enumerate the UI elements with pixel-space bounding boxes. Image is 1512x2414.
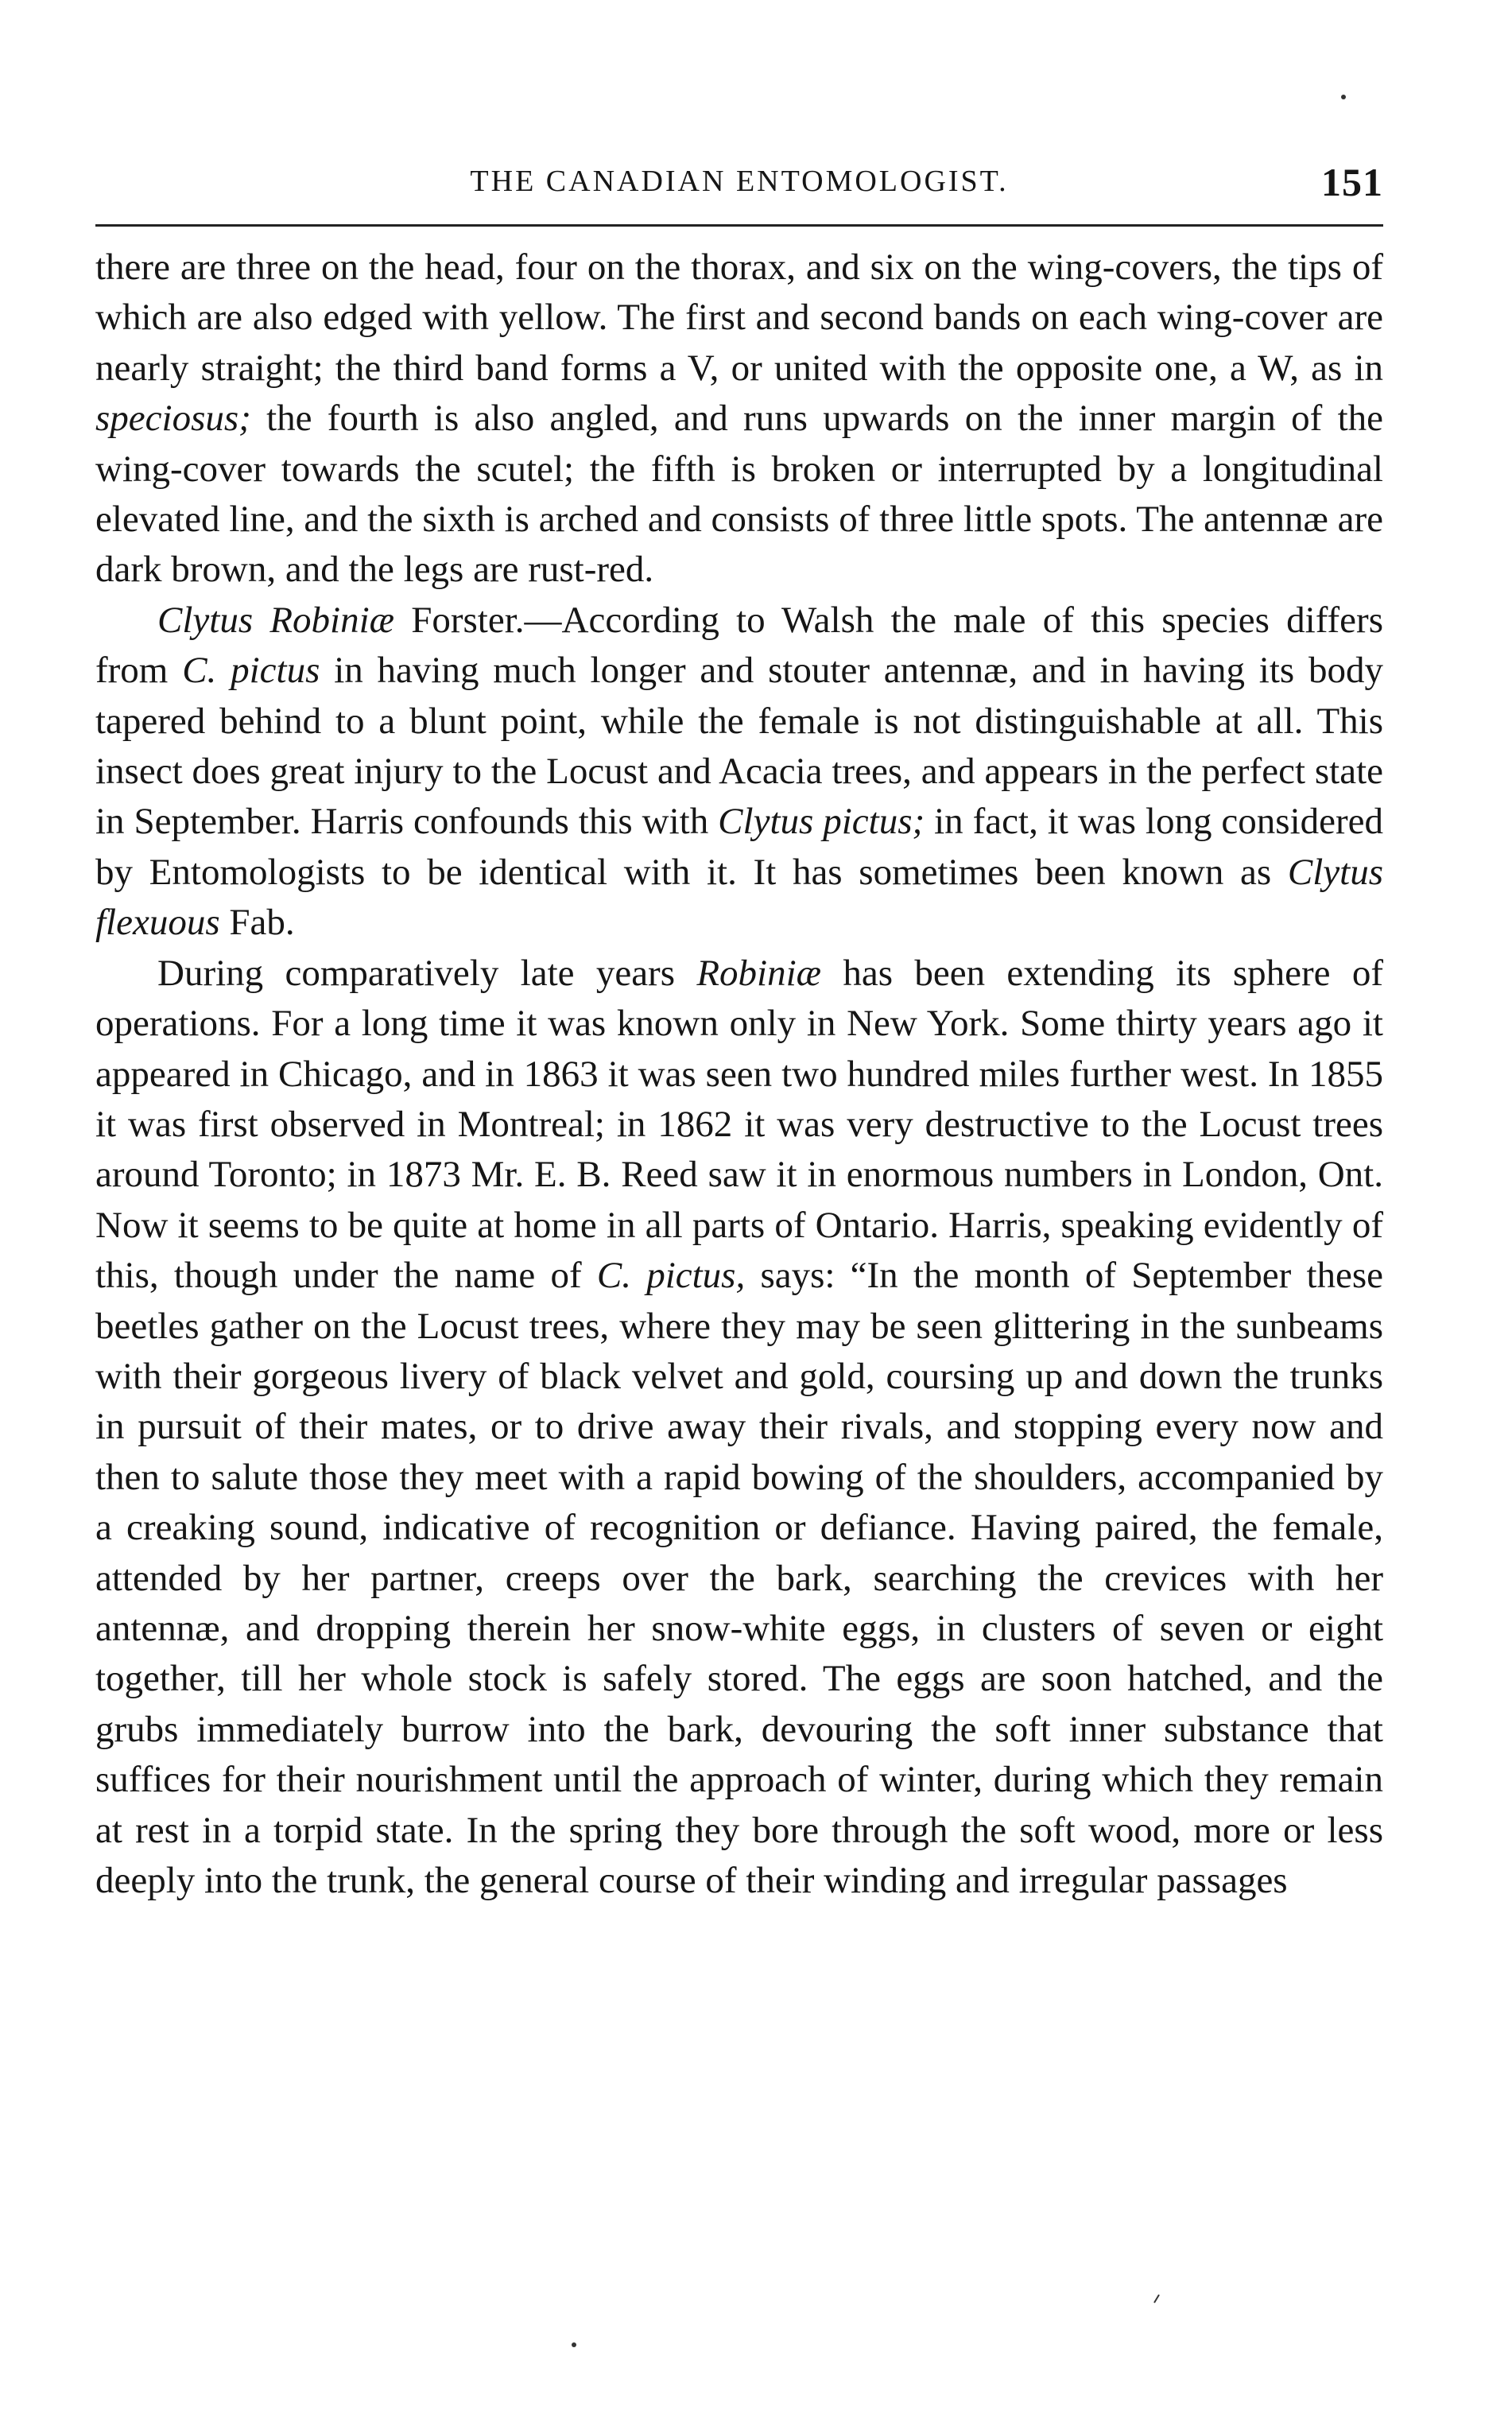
paragraph-1	[95, 243, 1383, 596]
document-page	[95, 159, 1383, 1906]
paragraph-3	[95, 949, 1383, 1907]
text-run: in having much longer and stouter antennæ, and in having its body tapered behind to a blunt point, while the female is not distinguishable at all. This insect does great injury to the Locust and Acacia trees, and appears in the perfect state in September. Harris confounds this with	[95, 650, 1383, 843]
text-run: Fab.	[219, 902, 295, 944]
text-run: there are three on the head, four on the thorax, and six on the wing-covers, the tips of which are also edged with yellow. The first and second bands on each wing-cover are nearly straight; the third band forms a V, or united with the opposite one, a W, as in	[95, 246, 1383, 389]
italic-term: Clytus pictus;	[718, 801, 925, 843]
body-text	[95, 243, 1383, 1906]
italic-term: C. pictus	[182, 650, 320, 692]
italic-term: Clytus flexuous	[95, 851, 1383, 944]
text-run: During comparatively late years	[157, 952, 697, 994]
italic-term: C. pictus,	[596, 1255, 746, 1297]
text-run: says: “In the month of September these beetles gather on the Locust trees, where they may be seen glittering in the sunbeams with their gorgeous livery of black velvet and gold, coursing up and down the trunks in pursuit of their mates, or to drive away their rivals, and stopping every now and then to salute those they meet with a rapid bowing of the shoulders, accompanied by a creaking sound, indicative of recognition or defiance. Having paired, the female, attended by her partner, creeps over the bark, searching the crevices with her antennæ, and dropping therein her snow-white eggs, in clusters of seven or eight together, till her whole stock is safely stored. The eggs are soon hatched, and the grubs immediately burrow into the bark, devouring the soft inner substance that suffices for their nourishment until the approach of winter, during which they remain at rest in a torpid state. In the spring they bore through the soft wood, more or less deeply into the trunk, the general course of their winding and irregular passages	[95, 1255, 1384, 1901]
text-run: has been extending its sphere of operations. For a long time it was known only in New York. Some thirty years ago it appeared in Chicago, and in 1863 it was seen two hundred miles further west. In 1855 it was first observed in Montreal; in 1862 it was very destructive to the Locust trees around Toronto; in 1873 Mr. E. B. Reed saw it in enormous numbers in London, Ont. Now it seems to be quite at home in all parts of Ontario. Harris, speaking evidently of this, though under the name of	[95, 952, 1383, 1297]
text-run: Forster.—According to Walsh the male of this species differs from	[95, 599, 1383, 692]
page-number: 151	[1321, 160, 1383, 204]
journal-title: THE CANADIAN ENTOMOLOGIST.	[470, 165, 1009, 198]
running-head	[95, 159, 1383, 207]
italic-term: speciosus;	[95, 398, 251, 440]
header-rule	[95, 224, 1383, 227]
italic-term: Clytus Robiniæ	[157, 599, 395, 641]
text-run: in fact, it was long considered by Entomologists to be identical with it. It has sometimes been known as	[95, 801, 1383, 893]
paragraph-2	[95, 596, 1383, 949]
text-run: the fourth is also angled, and runs upwards on the inner margin of the wing-cover towards the scutel; the fifth is broken or interrupted by a longitudinal elevated line, and the sixth is arched and consists of three little spots. The antennæ are dark brown, and the legs are rust-red.	[95, 398, 1383, 591]
italic-term: Robiniæ	[696, 952, 822, 994]
